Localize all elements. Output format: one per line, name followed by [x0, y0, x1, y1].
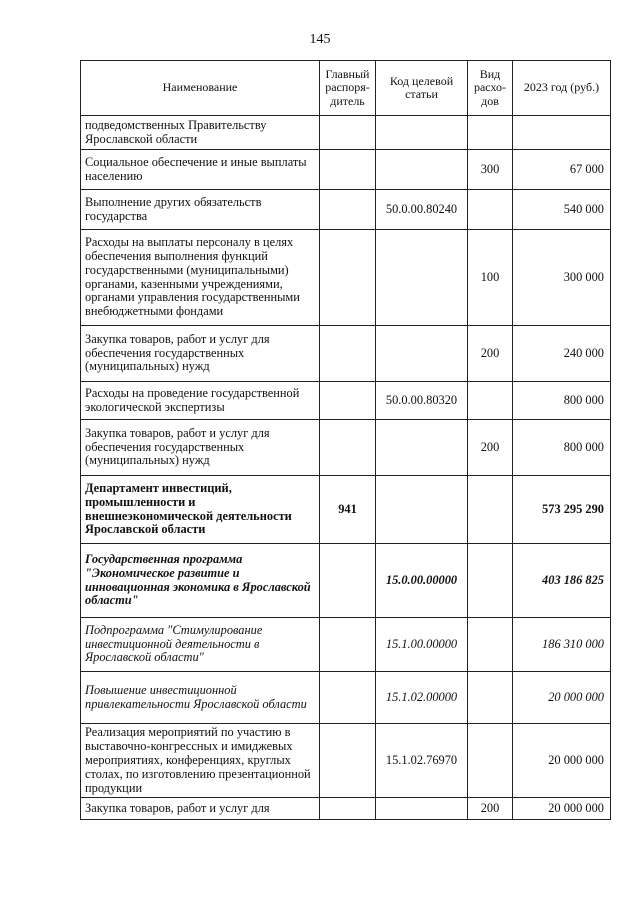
row-vid-cell: [468, 116, 513, 150]
row-name-cell: Реализация мероприятий по участию в выставочно-конгрессных и имиджевых мероприятиях, конференциях, круглых столах, по изготовлению презентационной продукции: [81, 724, 320, 798]
row-name-cell: Подпрограмма "Стимулирование инвестиционной деятельности в Ярославской области": [81, 618, 320, 672]
row-amount-cell: 20 000 000: [513, 672, 611, 724]
row-name-cell: Выполнение других обязательств государства: [81, 190, 320, 230]
row-vid-cell: [468, 618, 513, 672]
row-name-cell: Социальное обеспечение и иные выплаты населению: [81, 150, 320, 190]
row-code-cell: 15.1.02.76970: [376, 724, 468, 798]
row-glav-cell: 941: [320, 476, 376, 544]
header-glav: Главный распоря-дитель: [320, 61, 376, 116]
table-row: [81, 150, 611, 190]
table-row: [81, 420, 611, 476]
row-glav-cell: [320, 544, 376, 618]
row-vid-cell: [468, 544, 513, 618]
row-vid-cell: [468, 672, 513, 724]
row-name-cell: Закупка товаров, работ и услуг для обеспечения государственных (муниципальных) нужд: [81, 326, 320, 382]
row-amount-cell: [513, 116, 611, 150]
table-body: [81, 116, 611, 820]
row-glav-cell: [320, 190, 376, 230]
row-name-cell: Повышение инвестиционной привлекательности Ярославской области: [81, 672, 320, 724]
header-name: Наименование: [81, 61, 320, 116]
row-amount-cell: 800 000: [513, 420, 611, 476]
row-glav-cell: [320, 150, 376, 190]
table-row: [81, 798, 611, 820]
table-header-row: [81, 61, 611, 116]
row-name-cell: Государственная программа "Экономическое развитие и инновационная экономика в Ярославской области": [81, 544, 320, 618]
table-row: [81, 326, 611, 382]
table-row: [81, 382, 611, 420]
row-amount-cell: 240 000: [513, 326, 611, 382]
table-row: [81, 230, 611, 326]
row-amount-cell: 20 000 000: [513, 798, 611, 820]
row-name-cell: Департамент инвестиций, промышленности и внешнеэкономической деятельности Ярославской области: [81, 476, 320, 544]
row-glav-cell: [320, 326, 376, 382]
row-glav-cell: [320, 382, 376, 420]
row-name-cell: Расходы на проведение государственной экологической экспертизы: [81, 382, 320, 420]
row-amount-cell: 540 000: [513, 190, 611, 230]
table-row: [81, 190, 611, 230]
table-row: [81, 544, 611, 618]
header-vid: Вид расхо-дов: [468, 61, 513, 116]
row-amount-cell: 20 000 000: [513, 724, 611, 798]
table-row: [81, 672, 611, 724]
row-amount-cell: 300 000: [513, 230, 611, 326]
row-code-cell: [376, 230, 468, 326]
row-amount-cell: 800 000: [513, 382, 611, 420]
row-vid-cell: [468, 190, 513, 230]
row-code-cell: [376, 476, 468, 544]
row-name-cell: Расходы на выплаты персоналу в целях обеспечения выполнения функций государственными (муниципальными) органами, казенными учреждениями, органами управления государственными внебюджетными фондами: [81, 230, 320, 326]
row-vid-cell: [468, 476, 513, 544]
budget-table: [80, 60, 611, 820]
row-code-cell: 15.1.02.00000: [376, 672, 468, 724]
header-amount: 2023 год (руб.): [513, 61, 611, 116]
row-name-cell: Закупка товаров, работ и услуг для обеспечения государственных (муниципальных) нужд: [81, 420, 320, 476]
table-row: [81, 618, 611, 672]
row-code-cell: [376, 116, 468, 150]
row-vid-cell: 100: [468, 230, 513, 326]
row-vid-cell: 200: [468, 326, 513, 382]
row-glav-cell: [320, 672, 376, 724]
row-vid-cell: [468, 382, 513, 420]
row-vid-cell: 200: [468, 420, 513, 476]
row-glav-cell: [320, 724, 376, 798]
row-amount-cell: 186 310 000: [513, 618, 611, 672]
row-glav-cell: [320, 230, 376, 326]
row-name-cell: подведомственных Правительству Ярославской области: [81, 116, 320, 150]
row-vid-cell: 200: [468, 798, 513, 820]
row-vid-cell: [468, 724, 513, 798]
row-code-cell: [376, 326, 468, 382]
row-amount-cell: 67 000: [513, 150, 611, 190]
table-row: [81, 724, 611, 798]
row-glav-cell: [320, 798, 376, 820]
row-amount-cell: 403 186 825: [513, 544, 611, 618]
header-code: Код целевой статьи: [376, 61, 468, 116]
row-code-cell: [376, 798, 468, 820]
row-code-cell: [376, 420, 468, 476]
row-glav-cell: [320, 420, 376, 476]
row-vid-cell: 300: [468, 150, 513, 190]
row-code-cell: 15.1.00.00000: [376, 618, 468, 672]
table-row: [81, 116, 611, 150]
row-amount-cell: 573 295 290: [513, 476, 611, 544]
table-row: [81, 476, 611, 544]
row-code-cell: [376, 150, 468, 190]
page-number: 145: [309, 32, 331, 47]
row-name-cell: Закупка товаров, работ и услуг для: [81, 798, 320, 820]
row-glav-cell: [320, 618, 376, 672]
row-code-cell: 50.0.00.80320: [376, 382, 468, 420]
row-glav-cell: [320, 116, 376, 150]
row-code-cell: 50.0.00.80240: [376, 190, 468, 230]
row-code-cell: 15.0.00.00000: [376, 544, 468, 618]
